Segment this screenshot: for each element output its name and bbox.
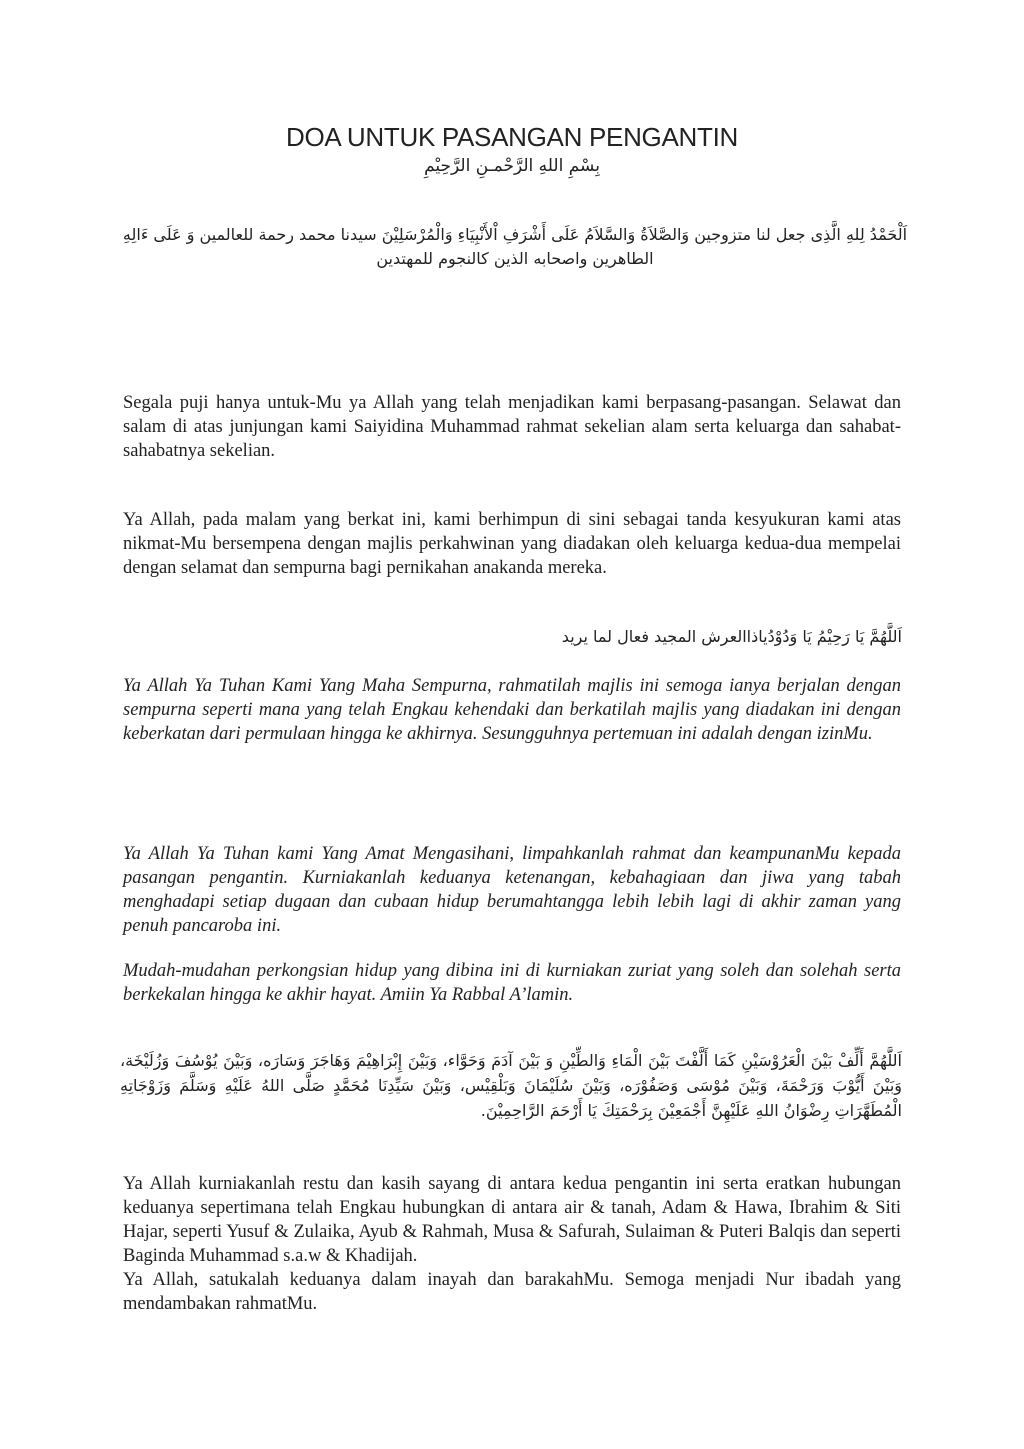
paragraph-praise: Segala puji hanya untuk-Mu ya Allah yang telah menjadikan kami berpasang-pasangan. Selawat dan salam di atas junjungan kami Saiyidina Muhammad rahmat sekelian alam serta keluarga dan sahabat-sahabatnya sekelian. [123,393,901,461]
basmala: بِسْمِ اللهِ الرَّحْمـنِ الرَّحِيْمِ [424,156,600,176]
paragraph-unite: Ya Allah, satukalah keduanya dalam inayah dan barakahMu. Semoga menjadi Nur ibadah yang mendambakan rahmatMu. [123,1270,901,1314]
paragraph-mercy: Ya Allah Ya Tuhan kami Yang Amat Mengasihani, limpahkanlah rahmat dan keampunanMu kepada pasangan pengantin. Kurniakanlah keduanya ketenangan, kebahagiaan dan jiwa yang tabah menghadapi setiap dugaan dan cubaan hidup berumahtangga lebih lebih lagi di akhir zaman yang penuh pancaroba ini. [123,844,901,936]
arabic-opening: اَلْحَمْدُ لِلهِ الَّذِى جعل لنا متزوجين وَالصَّلاَةُ وَالسَّلاَمُ عَلَى أَشْرَفِ اْلأَنْبِيَاءِ وَالْمُرْسَلِيْنَ سيدنا محمد رحمة للعالمين وَ عَلَى ءَالِهِ الطاهرين واصحابه الذين كالنجوم للمهتدين [122,225,908,268]
arabic-invocation: اَللَّهُمَّ يَا رَحِيْمُ يَا وَدُوْدُياذاالعرش المجيد فعال لما يريد [561,627,902,646]
arabic-prayer: اَللَّهُمَّ أَلِّفْ بَيْنَ الْعَرُوْسَيْنِ كَمَا أَلَّفْتَ بَيْنَ الْمَاءِ وَالطِّيْنِ وَ بَيْنَ آدَمَ وَحَوَّاء، وَبَيْنَ إِبْرَاهِيْمَ وَهَاجَرَ وَسَارَه، وَبَيْنَ يُوْسُفَ وَزُلَيْخَة، وَبَيْنَ أَيُّوْبَ وَرَحْمَةَ، وَبَيْنَ مُوْسَى وَصَفُوْرَه، وَبَيْنَ سُلَيْمَانَ وَبَلْقِيْس، وَبَيْنَ سَيِّدِنَا مُحَمَّدٍ صَلَّى اللهُ عَلَيْهِ وَسَلَّمَ وَزَوْجَاتِهِ الْمُطَهَّرَاتِ رِضْوَانُ اللهِ عَلَيْهِنَّ أَجْمَعِيْنَ بِرَحْمَتِكَ يَا أَرْحَمَ الرَّاحِمِيْنَ. [120,1051,902,1120]
document-title: DOA UNTUK PASANGAN PENGANTIN [286,122,738,152]
paragraph-gathering: Ya Allah, pada malam yang berkat ini, kami berhimpun di sini sebagai tanda kesyukuran kami atas nikmat-Mu bersempena dengan majlis perkahwinan yang diadakan oleh keluarga kedua-dua mempelai dengan selamat dan sempurna bagi pernikahan anakanda mereka. [123,510,901,578]
paragraph-blessing-majlis: Ya Allah Ya Tuhan Kami Yang Maha Sempurna, rahmatilah majlis ini semoga ianya berjalan dengan sempurna seperti mana yang telah Engkau kehendaki dan berkatilah majlis yang diadakan ini dengan keberkatan dari permulaan hingga ke akhirnya. Sesungguhnya pertemuan ini adalah dengan izinMu. [123,676,901,744]
paragraph-offspring: Mudah-mudahan perkongsian hidup yang dibina ini di kurniakan zuriat yang soleh dan solehah serta berkekalan hingga ke akhir hayat. Amiin Ya Rabbal A’lamin. [123,961,901,1005]
paragraph-affection: Ya Allah kurniakanlah restu dan kasih sayang di antara kedua pengantin ini serta eratkan hubungan keduanya sepertimana telah Engkau hubungkan di antara air & tanah, Adam & Hawa, Ibrahim & Siti Hajar, seperti Yusuf & Zulaika, Ayub & Rahmah, Musa & Safurah, Sulaiman & Puteri Balqis dan seperti Baginda Muhammad s.a.w & Khadijah. [123,1174,901,1266]
